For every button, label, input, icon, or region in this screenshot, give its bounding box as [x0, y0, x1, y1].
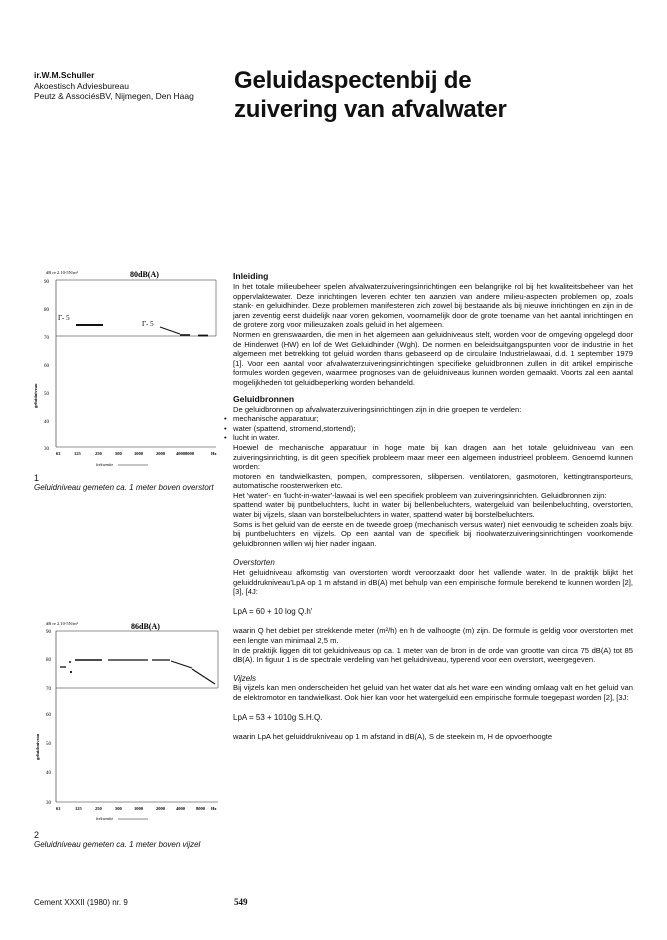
author-affiliation-1: Akoestisch Adviesbureau [34, 80, 129, 91]
fig1-ytick: 50 [44, 392, 49, 397]
fig1-xtick: 500 [115, 451, 122, 456]
paragraph: motoren en tandwielkasten, pompen, compressoren, slibpersen. ventilatoren, gasmotoren, kettingtransporteurs, automatische roosterwerken etc. [233, 471, 633, 491]
paragraph: waarin LpA het geluiddrukniveau op 1 m afstand in dB(A), S de steekein m, H de opvoerhoogte [233, 732, 553, 742]
fig1-ytick: 70 [44, 336, 49, 341]
fig2-y-label: geluidsniveau [35, 733, 40, 760]
fig2-marker-dot [69, 661, 71, 663]
fig2-ytick: 70 [46, 687, 51, 692]
fig2-level-label: 86dB(A) [131, 622, 160, 631]
fig1-caption-text: Geluidniveau gemeten ca. 1 meter boven overstort [34, 483, 214, 492]
paragraph: In de praktijk liggen dit tot geluidniveaus op ca. 1 meter van de bron in de orde van grootte van circa 75 dB(A) tot 85 dB(A). In figuur 1 is de spectrale verdeling van het geluidniveau, typerend voor een overstort, weergegeven. [233, 645, 633, 665]
fig1-x-label: frekwentie [96, 462, 114, 467]
fig2-xtick: 250 [95, 806, 102, 811]
fig2-x-label: frekwentie [96, 816, 114, 821]
fig1-xtick: 1000 [134, 451, 143, 456]
figure-1-caption [34, 473, 214, 493]
figure-1-chart [30, 268, 225, 467]
author-name: ir.W.M.Schuller [34, 70, 95, 80]
author-block [34, 70, 194, 102]
article-body [224, 271, 633, 742]
fig2-xtick: 500 [115, 806, 122, 811]
fig2-xtick: Hz [211, 806, 217, 811]
paragraph: Bij vijzels kan men onderscheiden het geluid van het water dat als het ware een winding omlaag valt en het geluid van de elektromotor en tandwielkast. Ook hier kan voor het watergeluid een empirische formule toegepast worden [2], [3J: [233, 683, 633, 702]
title-line-2: zuivering van afvalwater [234, 96, 507, 123]
paragraph: spattend water bij puntbeluchters, lucht in water bij bellenbeluchters, watergeluid van beilenbeluchting, overstorten, water bij vijzels, slaan van borstelbeluchters in water, spattend water bij borstelbeluchters. [233, 500, 633, 520]
fig1-xtick: 250 [95, 451, 102, 456]
title-line-1: Geluidaspectenbij de [234, 67, 472, 94]
fig1-ytick: 80 [44, 308, 49, 313]
fig1-xtick: 63 [56, 451, 61, 456]
fig2-caption-text: Geluidniveau gemeten ca. 1 meter boven vijzel [34, 840, 201, 849]
bullet-item: • lucht in water. [224, 433, 280, 443]
fig1-xtick: Hz [211, 451, 217, 456]
fig1-y-label: geluidniveau [33, 383, 38, 408]
bullet-text: water (spattend, stromend,stortend); [233, 423, 356, 433]
paragraph: Hoewel de mechanische apparatuur in hoge mate bij kan dragen aan het totale geluidniveau van een zuiveringsinrichting, is dit geen specifiek probleem maar meer een algemeen industrieel probleem. Genoemd kunnen worden: [233, 442, 633, 472]
fig2-ytick: 80 [46, 658, 51, 663]
fig2-ytick: 60 [46, 713, 51, 718]
fig2-ytick: 90 [46, 630, 51, 635]
fig2-ytick: 40 [46, 771, 51, 776]
bullet-text: lucht in water. [233, 433, 280, 443]
fig2-xtick: 1000 [134, 806, 143, 811]
formula-2: LpA = 53 + 1010g S.H.Q. [233, 712, 323, 722]
fig2-spectrum-slope [192, 669, 215, 684]
paragraph: Het 'water'- en 'lucht-in-water'-lawaai is wel een specifiek probleem van zuiveringsinrichten. Geluidbronnen zijn: [233, 490, 607, 500]
paragraph: De geluidbronnen op afvalwaterzuiveringsinrichtingen zijn in drie groepen te verdelen: [233, 404, 522, 414]
fig2-xtick: 63 [56, 806, 61, 811]
fig2-xtick: 125 [75, 806, 82, 811]
paragraph: In het totale milieubeheer spelen afvalwaterzuiveringsinrichtingen een belangrijke rol bij het kwaliteitsbeheer van het oppervlaktewater. Deze inrichtingen leveren echter ten aanzien van andere milieu-aspecten problemen op, zoals stank- en geluidhinder. Deze problemen manifesteren zich zowel bij bestaande als bij nieuwe inrichtingen en zijn in de jaren zeventig eerst duidelijk naar voren gekomen, voornamelijk door de grote toename van het aantal inrichtingen en de grotere zorg voor milieuzaken zoals geluid in het algemeen. [233, 282, 633, 330]
fig1-y-unit: dB re 2.10-5N/m² [46, 270, 78, 275]
page-number: 549 [234, 897, 248, 907]
fig1-number: 1 [34, 473, 40, 483]
paragraph: Het geluidniveau afkomstig van overstorten wordt veroorzaakt door het vallende water. In de praktijk blijkt het geluiddrukniveau'LpA op 1 m afstand in dB(A) met behulp van een empirische formule berekend te kunnen worden [2], [3], [4J: [233, 568, 633, 597]
fig1-xtick: 125 [74, 451, 81, 456]
fig1-spectrum-slope [160, 327, 180, 334]
bullet-item: • mechanische apparatuur; [224, 414, 319, 424]
fig1-ytick: 60 [44, 364, 49, 369]
heading-inleiding: Inleiding [233, 271, 269, 281]
fig1-ytick: 40 [44, 420, 49, 425]
article-title [234, 66, 507, 124]
fig2-xtick: 4000 [176, 806, 185, 811]
fig1-ytick: 90 [44, 280, 49, 285]
fig2-y-unit: dB re 2.10-5N/m² [46, 621, 78, 626]
fig1-marker-b: Γ- 5 [142, 320, 154, 328]
figure-2-chart [30, 620, 225, 820]
journal-reference: Cement XXXII (1980) nr. 9 [34, 898, 128, 907]
fig1-xtick: 40008000 [176, 451, 194, 456]
bullet-text: mechanische apparatuur; [233, 414, 319, 424]
fig2-ytick: 30 [46, 801, 51, 806]
fig1-xtick: 2000 [156, 451, 165, 456]
bullet-item: • water (spattend, stromend,stortend); [224, 423, 356, 433]
fig2-xtick: 2000 [156, 806, 165, 811]
paragraph: waarin Q het debiet per strekkende meter (m²/h) en h de valhoogte (m) zijn. De formule is geldig voor overstorten met een lengte van minimaal 2,5 m. [233, 626, 633, 645]
fig2-marker-dot [70, 671, 72, 673]
fig1-level-label: 80dB(A) [130, 270, 159, 279]
fig2-number: 2 [34, 830, 40, 840]
fig2-spectrum-slope [171, 661, 192, 668]
fig2-ytick: 50 [46, 742, 51, 747]
heading-geluidbronnen: Geluidbronnen [233, 393, 295, 404]
paragraph: Soms is het geluid van de eerste en de tweede groep (mechanisch versus water) niet eenvoudig te scheiden zoals bijv. bij puntbeluchters en vijzels. Op een aantal van de specifiek bij rioolwaterzuiveringsinrichtingen voorkomende geluidbronnen willen wij hier nader ingaan. [233, 519, 633, 548]
fig1-marker-a: Γ- 5 [58, 314, 70, 322]
figure-2-caption [34, 830, 214, 850]
formula-1: LpA = 60 + 10 log Q.h' [233, 606, 313, 616]
paragraph: Normen en grenswaarden, die men in het algemeen aan geluidniveaus stelt, worden voor de omgeving opgelegd door de Hinderwet (HW) en lof de Wet Geluidhinder (Wgh). De normen en beleidsuitgangspunten voor de industrie in het algemeen met betrekking tot geluid worden thans gebaseerd op de circulaire Industrielawaai, d.d. 1 september 1979 [1]. Voor een aantal voor afvalwaterzuiveringsinrichtingen specifieke geluidbronnen zullen in dit artikel empirische formules worden gegeven, waarmee prognoses van de geluidniveaus kunnen worden gemaakt. Voorts zal een aantal mogelijkheden tot geluidbeperking worden behandeld. [233, 329, 633, 387]
author-affiliation-2: Peutz & AssociésBV, Nijmegen, Den Haag [34, 91, 194, 101]
heading-vijzels: Vijzels [233, 673, 256, 683]
heading-overstorten: Overstorten [233, 558, 275, 568]
fig2-xtick: 8000 [196, 806, 205, 811]
fig1-ytick: 30 [44, 447, 49, 452]
